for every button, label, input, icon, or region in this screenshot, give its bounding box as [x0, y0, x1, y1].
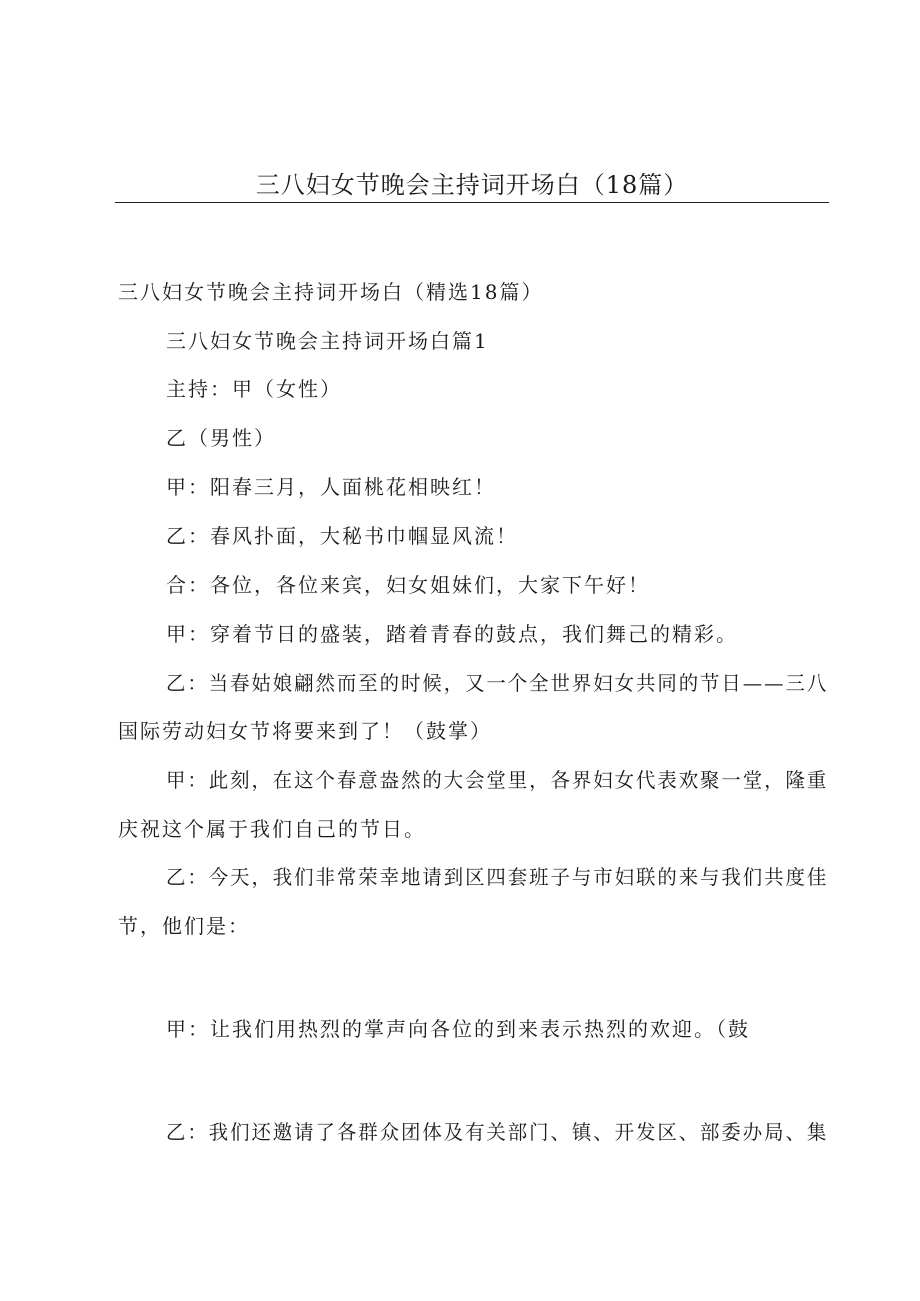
- paragraph-line: 乙：当春姑娘翩然而至的时候，又一个全世界妇女共同的节日——三八: [166, 671, 829, 695]
- paragraph-line: 庆祝这个属于我们自己的节日。: [118, 817, 426, 841]
- paragraph-line: 节，他们是：: [118, 914, 250, 938]
- paragraph-line: 甲：让我们用热烈的掌声向各位的到来表示热烈的欢迎。（鼓: [166, 1017, 750, 1041]
- paragraph-line: 甲：阳春三月，人面桃花相映红！: [166, 475, 496, 499]
- section-heading: 三八妇女节晚会主持词开场白篇1: [166, 329, 489, 353]
- paragraph-line: 乙：我们还邀请了各群众团体及有关部门、镇、开发区、部委办局、集: [166, 1120, 829, 1144]
- paragraph-line: 甲：穿着节日的盛装，踏着青春的鼓点，我们舞己的精彩。: [166, 622, 738, 646]
- paragraph-line: 合：各位，各位来宾，妇女姐妹们，大家下午好！: [166, 573, 650, 597]
- paragraph-line: 乙：今天，我们非常荣幸地请到区四套班子与市妇联的来与我们共度佳: [166, 865, 829, 889]
- document-title: 三八妇女节晚会主持词开场白（18篇）: [255, 171, 689, 199]
- paragraph-line: 乙（男性）: [166, 426, 276, 450]
- paragraph-line: 甲：此刻，在这个春意盎然的大会堂里，各界妇女代表欢聚一堂，隆重: [166, 768, 829, 792]
- paragraph-line: 乙：春风扑面，大秘书巾帼显风流！: [166, 524, 518, 548]
- title-underline: [115, 202, 829, 203]
- paragraph-line: 国际劳动妇女节将要来到了！（鼓掌）: [118, 719, 492, 743]
- subtitle-line: 三八妇女节晚会主持词开场白（精选18篇）: [118, 280, 544, 304]
- paragraph-line: 主持：甲（女性）: [166, 377, 342, 401]
